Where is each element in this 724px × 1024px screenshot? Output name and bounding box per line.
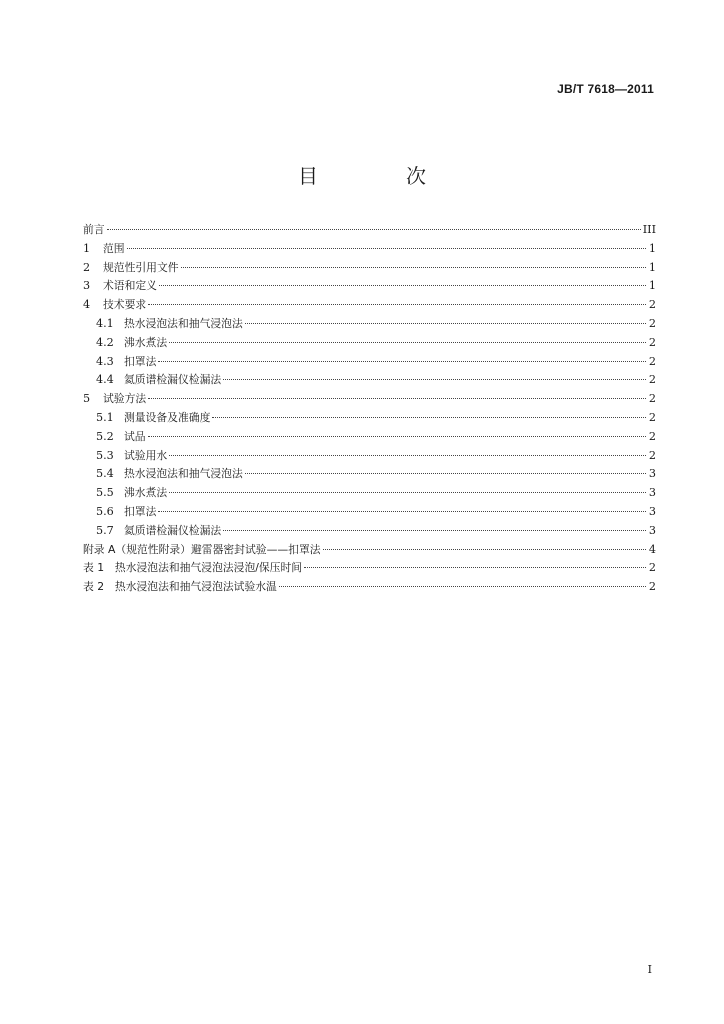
- toc-leader-dots: [159, 284, 646, 286]
- toc-entry-page: 2: [648, 410, 656, 424]
- toc-entry-title: 氦质谱检漏仪检漏法: [124, 373, 222, 387]
- toc-entry[interactable]: [83, 390, 656, 409]
- table-of-contents: [83, 221, 656, 597]
- toc-entry-number: 5: [83, 392, 91, 406]
- toc-entry-title: 热水浸泡法和抽气浸泡法: [124, 467, 243, 481]
- toc-entry-number: 3: [83, 279, 91, 293]
- toc-entry-title: 范围: [103, 241, 125, 255]
- toc-leader-dots: [279, 585, 646, 587]
- toc-leader-dots: [181, 266, 646, 268]
- toc-entry-title: 试验方法: [103, 392, 147, 406]
- toc-leader-dots: [107, 228, 641, 230]
- toc-entry-page: 1: [648, 241, 656, 255]
- toc-entry-title: 沸水煮法: [124, 335, 168, 349]
- toc-entry-page: 2: [648, 316, 656, 330]
- toc-entry-number: 2: [83, 260, 91, 274]
- toc-entry[interactable]: [83, 334, 656, 353]
- toc-leader-dots: [212, 416, 646, 418]
- toc-entry-number: 5.3: [96, 448, 114, 462]
- toc-leader-dots: [223, 378, 646, 380]
- toc-leader-dots: [169, 454, 646, 456]
- toc-entry[interactable]: [83, 315, 656, 334]
- toc-entry-page: 2: [648, 580, 656, 594]
- toc-entry-page: 2: [648, 561, 656, 575]
- toc-entry-number: 4.4: [96, 373, 114, 387]
- toc-entry[interactable]: [83, 259, 656, 278]
- toc-entry-page: 2: [648, 429, 656, 443]
- toc-entry-number: 4.2: [96, 335, 114, 349]
- toc-entry-number: 4: [83, 298, 91, 312]
- toc-entry[interactable]: [83, 409, 656, 428]
- toc-entry-page: 2: [648, 354, 656, 368]
- toc-entry-page: 3: [648, 504, 656, 518]
- toc-leader-dots: [158, 510, 646, 512]
- toc-entry-title: 试验用水: [124, 448, 168, 462]
- toc-entry-page: III: [642, 223, 656, 236]
- page-number: I: [647, 963, 652, 976]
- toc-entry-title: 表 2 热水浸泡法和抽气浸泡法试验水温: [83, 580, 277, 594]
- toc-entry-number: 5.2: [96, 429, 114, 443]
- toc-entry-number: 5.4: [96, 467, 114, 481]
- toc-entry-page: 2: [648, 392, 656, 406]
- toc-entry-page: 1: [648, 279, 656, 293]
- toc-entry-page: 2: [648, 373, 656, 387]
- toc-entry-number: 5.1: [96, 410, 114, 424]
- toc-leader-dots: [158, 360, 646, 362]
- toc-entry-title: 规范性引用文件: [103, 260, 179, 274]
- toc-entry-number: 4.3: [96, 354, 114, 368]
- toc-entry-page: 3: [648, 467, 656, 481]
- toc-entry-page: 2: [648, 448, 656, 462]
- page-title: 目 次: [298, 164, 460, 188]
- toc-entry-title: 热水浸泡法和抽气浸泡法: [124, 316, 243, 330]
- toc-entry[interactable]: [83, 484, 656, 503]
- toc-leader-dots: [169, 491, 646, 493]
- toc-entry[interactable]: [83, 221, 656, 240]
- toc-entry-title: 扣罩法: [124, 504, 157, 518]
- toc-entry[interactable]: [83, 503, 656, 522]
- toc-entry-page: 3: [648, 486, 656, 500]
- toc-entry[interactable]: [83, 578, 656, 597]
- toc-entry-title: 术语和定义: [103, 279, 157, 293]
- toc-entry-title: 表 1 热水浸泡法和抽气浸泡法浸泡/保压时间: [83, 561, 303, 575]
- toc-leader-dots: [223, 529, 646, 531]
- toc-entry-title: 技术要求: [103, 298, 147, 312]
- toc-leader-dots: [169, 341, 646, 343]
- toc-entry-page: 3: [648, 523, 656, 537]
- toc-leader-dots: [323, 548, 646, 550]
- toc-leader-dots: [245, 322, 646, 324]
- toc-entry[interactable]: [83, 240, 656, 259]
- toc-entry-title: 试品: [124, 429, 146, 443]
- toc-entry-title: 沸水煮法: [124, 486, 168, 500]
- toc-entry-page: 4: [648, 542, 656, 556]
- toc-entry[interactable]: [83, 353, 656, 372]
- toc-leader-dots: [245, 472, 646, 474]
- toc-entry[interactable]: [83, 522, 656, 541]
- toc-entry-page: 2: [648, 335, 656, 349]
- toc-entry-title: 附录 A（规范性附录）避雷器密封试验——扣罩法: [83, 542, 321, 556]
- toc-entry-number: 4.1: [96, 316, 114, 330]
- toc-entry-title: 前言: [83, 223, 105, 236]
- toc-entry-number: 1: [83, 241, 91, 255]
- toc-entry-number: 5.7: [96, 523, 114, 537]
- toc-entry[interactable]: [83, 371, 656, 390]
- toc-leader-dots: [304, 566, 646, 568]
- toc-entry[interactable]: [83, 541, 656, 560]
- toc-leader-dots: [148, 397, 646, 399]
- toc-entry-number: 5.6: [96, 504, 114, 518]
- document-code: JB/T 7618—2011: [557, 82, 654, 96]
- toc-entry[interactable]: [83, 559, 656, 578]
- toc-leader-dots: [148, 303, 646, 305]
- toc-entry[interactable]: [83, 447, 656, 466]
- toc-leader-dots: [127, 247, 646, 249]
- toc-entry[interactable]: [83, 465, 656, 484]
- toc-entry-title: 测量设备及准确度: [124, 410, 211, 424]
- toc-entry-title: 扣罩法: [124, 354, 157, 368]
- toc-entry-page: 2: [648, 298, 656, 312]
- toc-entry-number: 5.5: [96, 486, 114, 500]
- toc-entry[interactable]: [83, 296, 656, 315]
- toc-leader-dots: [148, 435, 646, 437]
- toc-entry[interactable]: [83, 428, 656, 447]
- toc-entry-page: 1: [648, 260, 656, 274]
- toc-entry-title: 氦质谱检漏仪检漏法: [124, 523, 222, 537]
- toc-entry[interactable]: [83, 277, 656, 296]
